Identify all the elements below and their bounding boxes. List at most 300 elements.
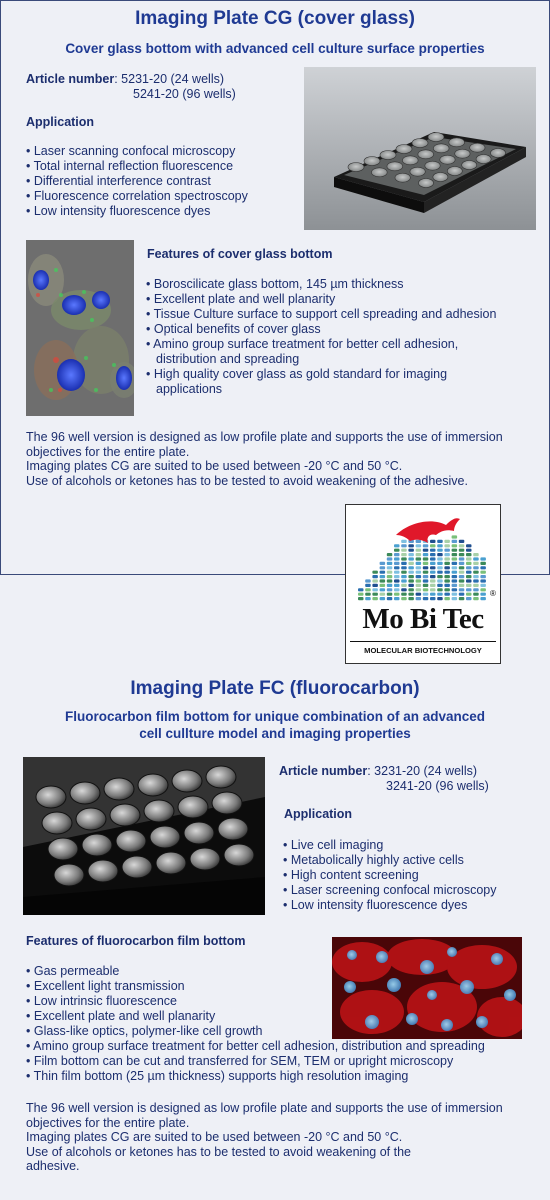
logo-block	[423, 544, 429, 547]
logo-block	[452, 557, 458, 560]
logo-block	[416, 549, 422, 552]
well	[122, 856, 152, 878]
logo-block	[416, 562, 422, 565]
section1-article-number: Article number: 5231-20 (24 wells) 5241-20 (96 wells)	[26, 72, 236, 101]
logo-block	[416, 544, 422, 547]
logo-block	[416, 584, 422, 587]
logo-block	[401, 553, 407, 556]
logo-block	[394, 588, 400, 591]
logo-block	[408, 571, 414, 574]
list-item: • High quality cover glass as gold standard for imaging applications	[146, 367, 501, 397]
logo-block	[437, 588, 443, 591]
logo-block	[466, 575, 472, 578]
logo-block	[437, 571, 443, 574]
well	[54, 864, 84, 886]
logo-block	[416, 593, 422, 596]
logo-block	[430, 588, 436, 591]
well	[348, 163, 364, 172]
logo-block	[473, 588, 479, 591]
list-item: • Boroscilicate glass bottom, 145 µm thickness	[146, 277, 516, 292]
well	[418, 150, 434, 159]
logo-block	[372, 588, 378, 591]
logo-block	[380, 562, 386, 565]
logo-block	[416, 557, 422, 560]
logo-block	[459, 557, 465, 560]
well	[150, 826, 180, 848]
logo-block	[444, 571, 450, 574]
logo-block	[473, 553, 479, 556]
logo-block	[466, 566, 472, 569]
logo-block	[387, 588, 393, 591]
logo-block	[459, 584, 465, 587]
logo-block	[430, 553, 436, 556]
logo-block	[466, 562, 472, 565]
logo-block	[401, 584, 407, 587]
well	[476, 155, 491, 164]
logo-block	[437, 562, 443, 565]
well	[178, 796, 208, 818]
well	[425, 161, 440, 170]
logo-block	[387, 562, 393, 565]
well	[206, 766, 236, 788]
logo-block	[394, 553, 400, 556]
logo-block	[444, 579, 450, 582]
well	[36, 786, 66, 808]
logo-block	[408, 593, 414, 596]
logo-block	[459, 597, 465, 600]
logo-block	[358, 588, 364, 591]
well	[440, 155, 455, 164]
well	[433, 173, 448, 182]
well	[82, 834, 112, 856]
logo-block	[444, 588, 450, 591]
logo-block	[452, 584, 458, 587]
list-item: • Live cell imaging	[283, 838, 545, 853]
article-line-2: 5241-20 (96 wells)	[133, 87, 236, 101]
logo-block	[408, 562, 414, 565]
logo-block	[387, 575, 393, 578]
well	[419, 179, 434, 188]
logo-block	[444, 553, 450, 556]
logo-block	[416, 575, 422, 578]
logo-block	[408, 588, 414, 591]
well	[364, 157, 380, 166]
logo-block	[459, 540, 465, 543]
logo-block	[452, 597, 458, 600]
logo-block	[459, 579, 465, 582]
section2-subtitle	[0, 708, 550, 742]
list-item: • Thin film bottom (25 µm thickness) supports high resolution imaging	[26, 1069, 531, 1084]
logo-block	[459, 562, 465, 565]
logo-block	[480, 557, 486, 560]
logo-block	[480, 566, 486, 569]
logo-block	[394, 566, 400, 569]
logo-block	[452, 562, 458, 565]
article-number-label: Article number	[26, 72, 115, 86]
well	[462, 161, 477, 170]
logo-block	[372, 579, 378, 582]
logo-block	[387, 593, 393, 596]
logo-block	[416, 540, 422, 543]
logo-block	[423, 557, 429, 560]
logo-block	[459, 593, 465, 596]
logo-block	[452, 575, 458, 578]
logo-block	[416, 579, 422, 582]
well	[190, 848, 220, 870]
logo-block	[430, 575, 436, 578]
logo-block	[372, 584, 378, 587]
logo-block	[466, 579, 472, 582]
logo-block	[394, 562, 400, 565]
logo-block	[430, 593, 436, 596]
well	[412, 139, 428, 148]
logo-block	[423, 579, 429, 582]
cover-glass-plate-photo	[304, 67, 536, 230]
logo-block	[408, 584, 414, 587]
logo-block	[452, 588, 458, 591]
logo-block	[394, 557, 400, 560]
logo-block	[480, 584, 486, 587]
logo-block	[401, 575, 407, 578]
logo-block	[430, 549, 436, 552]
logo-block	[430, 540, 436, 543]
section1-subtitle: Cover glass bottom with advanced cell culture surface properties	[65, 41, 485, 56]
well	[372, 168, 388, 177]
logo-block	[408, 549, 414, 552]
note-line: Imaging plates CG are suited to be used between -20 °C and 50 °C.	[26, 1130, 403, 1144]
list-item: • Excellent plate and well planarity	[26, 1009, 531, 1024]
logo-block	[387, 553, 393, 556]
logo-block	[444, 584, 450, 587]
list-item: • Low intensity fluorescence dyes	[283, 898, 545, 913]
logo-block	[365, 579, 371, 582]
logo-block	[430, 544, 436, 547]
logo-block	[380, 571, 386, 574]
logo-block	[480, 562, 486, 565]
logo-block	[423, 593, 429, 596]
logo-block	[365, 593, 371, 596]
logo-block	[459, 544, 465, 547]
logo-block	[394, 584, 400, 587]
logo-block	[444, 557, 450, 560]
well	[396, 145, 412, 154]
logo-block	[358, 593, 364, 596]
section1-application-list	[26, 144, 296, 219]
logo-block	[387, 584, 393, 587]
logo-block	[401, 597, 407, 600]
logo-block	[437, 593, 443, 596]
logo-block	[452, 566, 458, 569]
logo-block	[423, 566, 429, 569]
logo-block	[423, 562, 429, 565]
logo-block	[444, 575, 450, 578]
logo-block	[416, 566, 422, 569]
logo-block	[380, 579, 386, 582]
logo-block	[466, 571, 472, 574]
logo-block	[459, 571, 465, 574]
logo-block	[473, 571, 479, 574]
well	[104, 778, 134, 800]
logo-block	[416, 597, 422, 600]
logo-block	[437, 597, 443, 600]
list-item: • Optical benefits of cover glass	[146, 322, 516, 337]
well	[455, 149, 470, 158]
logo-block	[387, 571, 393, 574]
logo-block	[401, 562, 407, 565]
list-item: • Glass-like optics, polymer-like cell growth	[26, 1024, 531, 1039]
list-item: • Metabolically highly active cells	[283, 853, 545, 868]
logo-block	[394, 579, 400, 582]
list-item: • Excellent light transmission	[26, 979, 531, 994]
list-item: • Differential interference contrast	[26, 174, 296, 189]
logo-block	[408, 566, 414, 569]
logo-block	[408, 575, 414, 578]
logo-block	[473, 575, 479, 578]
section2-application-heading: Application	[284, 807, 353, 821]
logo-block	[437, 540, 443, 543]
logo-block	[466, 557, 472, 560]
logo-block	[459, 588, 465, 591]
logo-block	[459, 549, 465, 552]
logo-block	[408, 557, 414, 560]
logo-block	[430, 557, 436, 560]
logo-block	[394, 549, 400, 552]
logo-block	[423, 588, 429, 591]
logo-block	[365, 588, 371, 591]
logo-block	[416, 588, 422, 591]
section1-features-list	[146, 277, 516, 397]
logo-block	[423, 584, 429, 587]
logo-block	[473, 562, 479, 565]
logo-block	[401, 549, 407, 552]
logo-block	[466, 588, 472, 591]
well	[491, 149, 506, 158]
logo-block	[380, 584, 386, 587]
logo-block	[430, 597, 436, 600]
well	[428, 133, 444, 142]
well	[116, 830, 146, 852]
logo-block	[423, 575, 429, 578]
note-line: The 96 well version is designed as low profile plate and supports the use of immersion objectives for the entire plate.	[26, 1101, 503, 1130]
article-line-1: 5231-20 (24 wells)	[121, 72, 225, 86]
logo-block	[480, 575, 486, 578]
logo-block	[401, 566, 407, 569]
logo-block	[437, 566, 443, 569]
article-number-label: Article number	[279, 764, 368, 778]
well	[184, 822, 214, 844]
logo-block	[401, 540, 407, 543]
logo-block	[452, 593, 458, 596]
list-item: • High content screening	[283, 868, 545, 883]
logo-block	[473, 557, 479, 560]
logo-block	[416, 553, 422, 556]
logo-block	[452, 571, 458, 574]
logo-block	[416, 571, 422, 574]
section1-title: Imaging Plate CG (cover glass)	[135, 8, 415, 29]
logo-block	[380, 566, 386, 569]
logo-block	[444, 544, 450, 547]
logo-block	[473, 593, 479, 596]
logo-block	[394, 571, 400, 574]
note-line: Imaging plates CG are suited to be used between -20 °C and 50 °C.	[26, 459, 403, 473]
logo-block	[466, 597, 472, 600]
logo-block	[430, 571, 436, 574]
logo-block	[480, 588, 486, 591]
list-item: • Excellent plate and well planarity	[146, 292, 516, 307]
logo-block	[430, 562, 436, 565]
well	[433, 144, 449, 153]
logo-block	[401, 557, 407, 560]
well	[218, 818, 248, 840]
well	[449, 138, 465, 147]
well	[447, 167, 462, 176]
logo-block	[387, 566, 393, 569]
section2-article-number: Article number: 3231-20 (24 wells) 3241-20 (96 wells)	[279, 764, 489, 793]
section1-notes	[26, 430, 526, 488]
well	[42, 812, 72, 834]
note-line: Use of alcohols or ketones has to be tested to avoid weakening of the adhesive.	[26, 1144, 411, 1173]
logo-block	[473, 579, 479, 582]
fluorocarbon-plate-photo	[23, 757, 265, 915]
logo-block	[401, 588, 407, 591]
logo-block	[459, 575, 465, 578]
logo-block	[372, 575, 378, 578]
list-item: • Film bottom can be cut and transferred for SEM, TEM or upright microscopy	[26, 1054, 531, 1069]
logo-block	[380, 588, 386, 591]
logo-block	[480, 579, 486, 582]
logo-block	[459, 553, 465, 556]
logo-block	[459, 566, 465, 569]
well	[387, 162, 403, 171]
well	[224, 844, 254, 866]
section1-application-heading: Application	[26, 115, 95, 129]
well	[88, 860, 118, 882]
list-item: • Total internal reflection fluorescence	[26, 159, 296, 174]
logo-block	[444, 566, 450, 569]
dolphin-icon	[346, 505, 500, 605]
logo-block	[423, 571, 429, 574]
logo-tagline: MOLECULAR BIOTECHNOLOGY	[364, 646, 482, 655]
list-item: • Amino group surface treatment for better cell adhesion, distribution and spreading	[146, 337, 516, 367]
logo-block	[408, 579, 414, 582]
logo-block	[437, 544, 443, 547]
well	[144, 800, 174, 822]
logo-block	[365, 584, 371, 587]
well	[156, 852, 186, 874]
list-item: • Low intensity fluorescence dyes	[26, 204, 296, 219]
logo-block	[380, 597, 386, 600]
logo-block	[372, 571, 378, 574]
section2-features-list	[26, 964, 531, 1084]
registered-mark: ®	[490, 589, 496, 598]
logo-block	[408, 544, 414, 547]
note-line: Use of alcohols or ketones has to be tested to avoid weakening of the adhesive.	[26, 473, 468, 488]
logo-block	[466, 549, 472, 552]
logo-block	[358, 597, 364, 600]
logo-block	[452, 535, 458, 538]
logo-block	[408, 553, 414, 556]
logo-block	[452, 549, 458, 552]
logo-block	[480, 571, 486, 574]
well	[48, 838, 78, 860]
logo-block	[365, 597, 371, 600]
logo-block	[473, 584, 479, 587]
logo-block	[437, 584, 443, 587]
logo-block	[444, 549, 450, 552]
logo-block	[430, 584, 436, 587]
logo-block	[480, 593, 486, 596]
well	[76, 808, 106, 830]
list-item: • Low intrinsic fluorescence	[26, 994, 531, 1009]
subtitle-line: cell cullture model and imaging properties	[139, 726, 411, 741]
well	[410, 167, 425, 176]
logo-block	[394, 575, 400, 578]
article-line-2: 3241-20 (96 wells)	[386, 779, 489, 793]
logo-block	[466, 584, 472, 587]
well	[110, 804, 140, 826]
section2-application-list	[283, 838, 545, 913]
logo-block	[401, 544, 407, 547]
cell-microscopy-image	[26, 240, 134, 416]
subtitle-line: Fluorocarbon film bottom for unique combination of an advanced	[64, 709, 485, 724]
well	[138, 774, 168, 796]
logo-block	[423, 549, 429, 552]
logo-block	[437, 549, 443, 552]
logo-block	[473, 597, 479, 600]
logo-block	[444, 540, 450, 543]
logo-block	[423, 553, 429, 556]
section2-title: Imaging Plate FC (fluorocarbon)	[130, 678, 420, 699]
logo-block	[437, 579, 443, 582]
logo-block	[401, 571, 407, 574]
logo-block	[423, 597, 429, 600]
list-item: • Laser screening confocal microscopy	[283, 883, 545, 898]
mobitec-logo	[345, 504, 501, 664]
logo-block	[437, 575, 443, 578]
logo-block	[401, 593, 407, 596]
list-item: • Fluorescence correlation spectroscopy	[26, 189, 296, 204]
logo-block	[380, 593, 386, 596]
logo-block	[452, 579, 458, 582]
well	[172, 770, 202, 792]
logo-block	[387, 557, 393, 560]
logo-block	[430, 566, 436, 569]
list-item: • Laser scanning confocal microscopy	[26, 144, 296, 159]
logo-block	[480, 597, 486, 600]
logo-block	[394, 544, 400, 547]
section2-notes	[26, 1101, 526, 1174]
list-item: • Amino group surface treatment for better cell adhesion, distribution and spreading	[26, 1039, 496, 1054]
logo-block	[437, 553, 443, 556]
logo-block	[444, 597, 450, 600]
logo-block	[408, 597, 414, 600]
logo-block	[387, 579, 393, 582]
logo-rule	[350, 641, 496, 642]
well	[470, 143, 485, 152]
logo-block	[394, 597, 400, 600]
logo-block	[473, 566, 479, 569]
article-line-1: 3231-20 (24 wells)	[374, 764, 478, 778]
logo-block	[387, 597, 393, 600]
logo-block	[466, 544, 472, 547]
logo-block	[437, 557, 443, 560]
well	[70, 782, 100, 804]
logo-block	[452, 540, 458, 543]
logo-block	[444, 562, 450, 565]
logo-block	[394, 593, 400, 596]
logo-block	[372, 593, 378, 596]
well	[402, 156, 418, 165]
